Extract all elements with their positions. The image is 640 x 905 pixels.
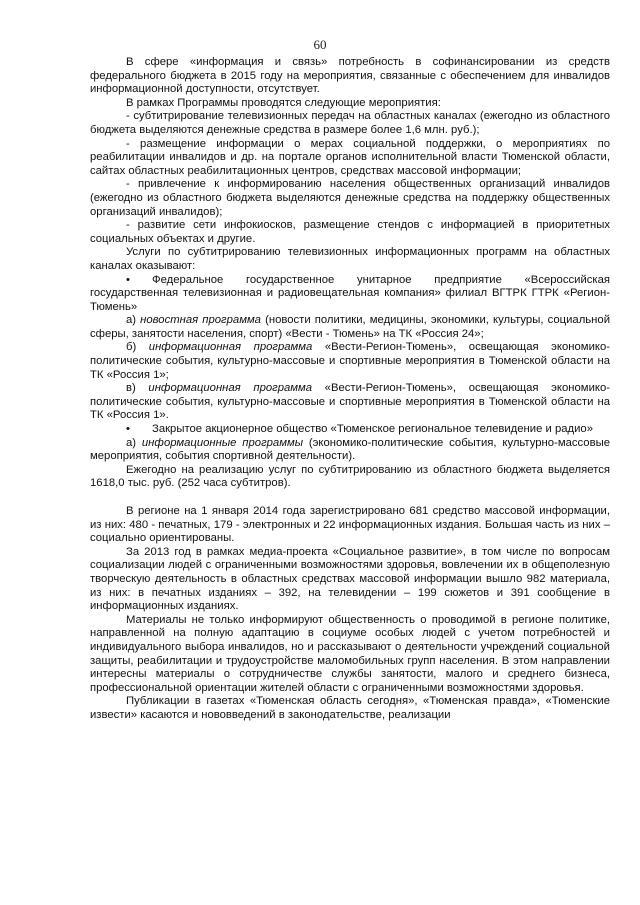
program-type: информационные программы: [141, 436, 304, 449]
list-item: - развитие сети инфокиосков, размещение стендов с информацией в приоритетных социальных объектах и другие.: [90, 219, 610, 245]
page-number: 60: [313, 37, 327, 52]
sub-item: [90, 341, 610, 382]
paragraph: Ежегодно на реализацию услуг по субтитрированию из областного бюджета выделяется 1618,0 тыс. руб. (252 часа субтитров).: [90, 463, 610, 490]
program-type: информационная программа: [148, 341, 313, 354]
list-item: - субтитрирование телевизионных передач на областных каналах (ежегодно из областного бюджета выделяются денежные средства в размере более 1,6 млн. руб.);: [90, 110, 610, 136]
item-text: (экономико-политические события, культурно-массовые мероприятия, события спортивной деятельности).: [90, 436, 610, 463]
bullet-item: [90, 423, 610, 437]
sub-item: [90, 314, 610, 341]
paragraph: Материалы не только информируют общественность о проводимой в регионе политике, направленной на полную адаптацию в социуме особых людей с учетом потребностей и индивидуального выбора инвалидов, но и рассказывают о деятельности учреждений социальной защиты, реабилитации и трудоустройстве маломобильных групп населения. В этом направлении интересны материалы о сотрудничестве службы занятости, малого и среднего бизнеса, профессиональной ориентации жителей области с ограниченными возможностями здоровья.: [90, 613, 610, 694]
paragraph: В сфере «информация и связь» потребность в софинансировании из средств федерального бюджета в 2015 году на мероприятия, связанные с обеспечением для инвалидов информационной доступности, отсутствует.: [90, 56, 610, 96]
item-prefix: а): [126, 314, 141, 327]
item-text: «Вести-Регион-Тюмень», освещающая экономико-политические события, культурно-массовые и спортивные мероприятия в Тюменской области на ТК «Россия 1»;: [90, 341, 610, 381]
paragraph: Услуги по субтитрированию телевизионных информационных программ на областных каналах оказывают:: [90, 246, 610, 272]
paragraph: Публикации в газетах «Тюменская область сегодня», «Тюменская правда», «Тюменские извести» касаются и нововведений в законодательстве, реализации: [90, 695, 610, 721]
bullet-marker: •: [126, 423, 130, 436]
bullet-text: Закрытое акционерное общество «Тюменское региональное телевидение и радио»: [152, 423, 593, 436]
item-prefix: б): [126, 341, 149, 354]
sub-item: [90, 437, 610, 464]
bullet-item: [90, 274, 610, 315]
program-type: новостная программа: [140, 314, 261, 327]
item-text: «Вести-Регион-Тюмень», освещающая экономико-политические события, культурно-массовые и спортивные мероприятия в Тюменской области на ТК «Россия 1».: [90, 382, 610, 422]
bullet-marker: •: [126, 273, 130, 286]
item-text: (новости политики, медицины, экономики, культуры, социальной сферы, занятости населения, спорт) «Вести - Тюмень» на ТК «Россия 24»;: [90, 314, 611, 340]
sub-item: [90, 382, 610, 423]
item-prefix: а): [126, 436, 142, 449]
program-type: информационная программа: [148, 382, 313, 395]
paragraph: За 2013 год в рамках медиа-проекта «Социальное развитие», в том числе по вопросам социализации людей с ограниченными возможностями здоровья, вовлечении их в общеполезную творческую деятельность в областных средствах массовой информации вышло 982 материала, из них: в печатных изданиях – 392, на телевидении – 199 сюжетов и 391 сообщение в информационных изданиях.: [90, 545, 610, 613]
paragraph: В рамках Программы проводятся следующие мероприятия:: [126, 96, 441, 109]
paragraph: В регионе на 1 января 2014 года зарегистрировано 681 средство массовой информации, из них: 480 - печатных, 179 - электронных и 22 информационных издания. Большая часть из них – социально ориентированы.: [90, 505, 610, 545]
list-item: - привлечение к информированию населения общественных организаций инвалидов (ежегодно из областного бюджета выделяются денежные средства на поддержку общественных организаций инвалидов);: [90, 178, 610, 218]
bullet-text: Федеральное государственное унитарное предприятие «Всероссийская государственная телевизионная и радиовещательная компания» филиал ВГТРК ГТРК «Регион-Тюмень»: [90, 273, 610, 313]
document-body: [90, 56, 610, 723]
list-item: - размещение информации о мерах социальной поддержки, о мероприятиях по реабилитации инвалидов и др. на портале органов исполнительной власти Тюменской области, сайтах областных реабилитационных центров, средствах массовой информации;: [90, 137, 610, 177]
item-prefix: в): [126, 382, 149, 395]
